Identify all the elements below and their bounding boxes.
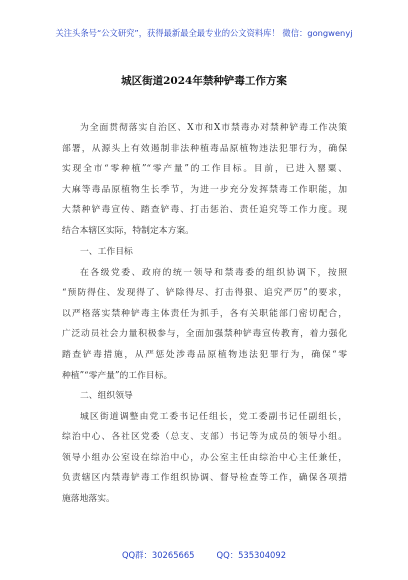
intro-line: 为全面贯彻落实自治区、X市和X市禁毒办对禁种铲毒工作决策 [80,123,347,133]
section-work-goals [62,242,347,386]
section-line: 广泛动员社会力量积极参与，全面加强禁种铲毒宣传教育，着力强化 [62,329,347,340]
qq-group-number: QQ群：30265665 [121,550,195,560]
intro-paragraph [62,118,347,242]
section-line: 综治中心、各社区党委（总支、支部）书记等为成员的领导小组。 [62,432,347,443]
intro-line: 大麻等毒品原植物生长季节，为进一步充分发挥禁毒工作职能，加 [62,184,347,195]
section-line: “预防得住、发现得了、铲除得尽、打击得狠、追究严厉”的要求， [62,288,347,299]
intro-line: 大禁种铲毒宣传、踏查铲毒、打击惩治、责任追究等工作力度。现 [62,205,347,216]
section-line: 施落地落实。 [62,493,115,504]
section-line: 踏查铲毒措施，从严惩处涉毒品原植物违法犯罪行为，确保“零 [62,349,347,360]
section-heading: 一、工作目标 [80,247,133,257]
section-line: 以严格落实禁种铲毒主体责任为抓手，各有关职能部门密切配合， [62,308,347,319]
section-line: 城区街道调整由党工委书记任组长，党工委副书记任副组长， [80,411,347,422]
section-line: 种植”“零产量”的工作目标。 [62,370,173,381]
section-line: 领导小组办公室设在综治中心，办公室主任由综治中心主任兼任， [62,452,347,463]
section-line: 在各级党委、政府的统一领导和禁毒委的组织协调下，按照 [80,267,347,278]
footer-contact [0,549,408,561]
section-line: 负责辖区内禁毒铲毒工作组织协调、督导检查等工作，确保各项措 [62,473,347,484]
qq-number: QQ：535304092 [216,550,287,560]
header-banner: 关注头条号“公文研究”，获得最新最全最专业的公文资料库！ 微信：gongwenyj [55,28,353,38]
section-organization [62,386,347,510]
section-heading: 二、组织领导 [80,391,133,401]
intro-line: 结合本辖区实际，特制定本方案。 [62,225,194,236]
intro-line: 实现全市“零种植”“零产量”的工作目标。目前，已进入罂粟、 [62,164,347,175]
document-title: 城区街道2024年禁种铲毒工作方案 [121,75,287,87]
intro-line: 部署，从源头上有效遏制非法种植毒品原植物违法犯罪行为，确保 [62,143,347,154]
